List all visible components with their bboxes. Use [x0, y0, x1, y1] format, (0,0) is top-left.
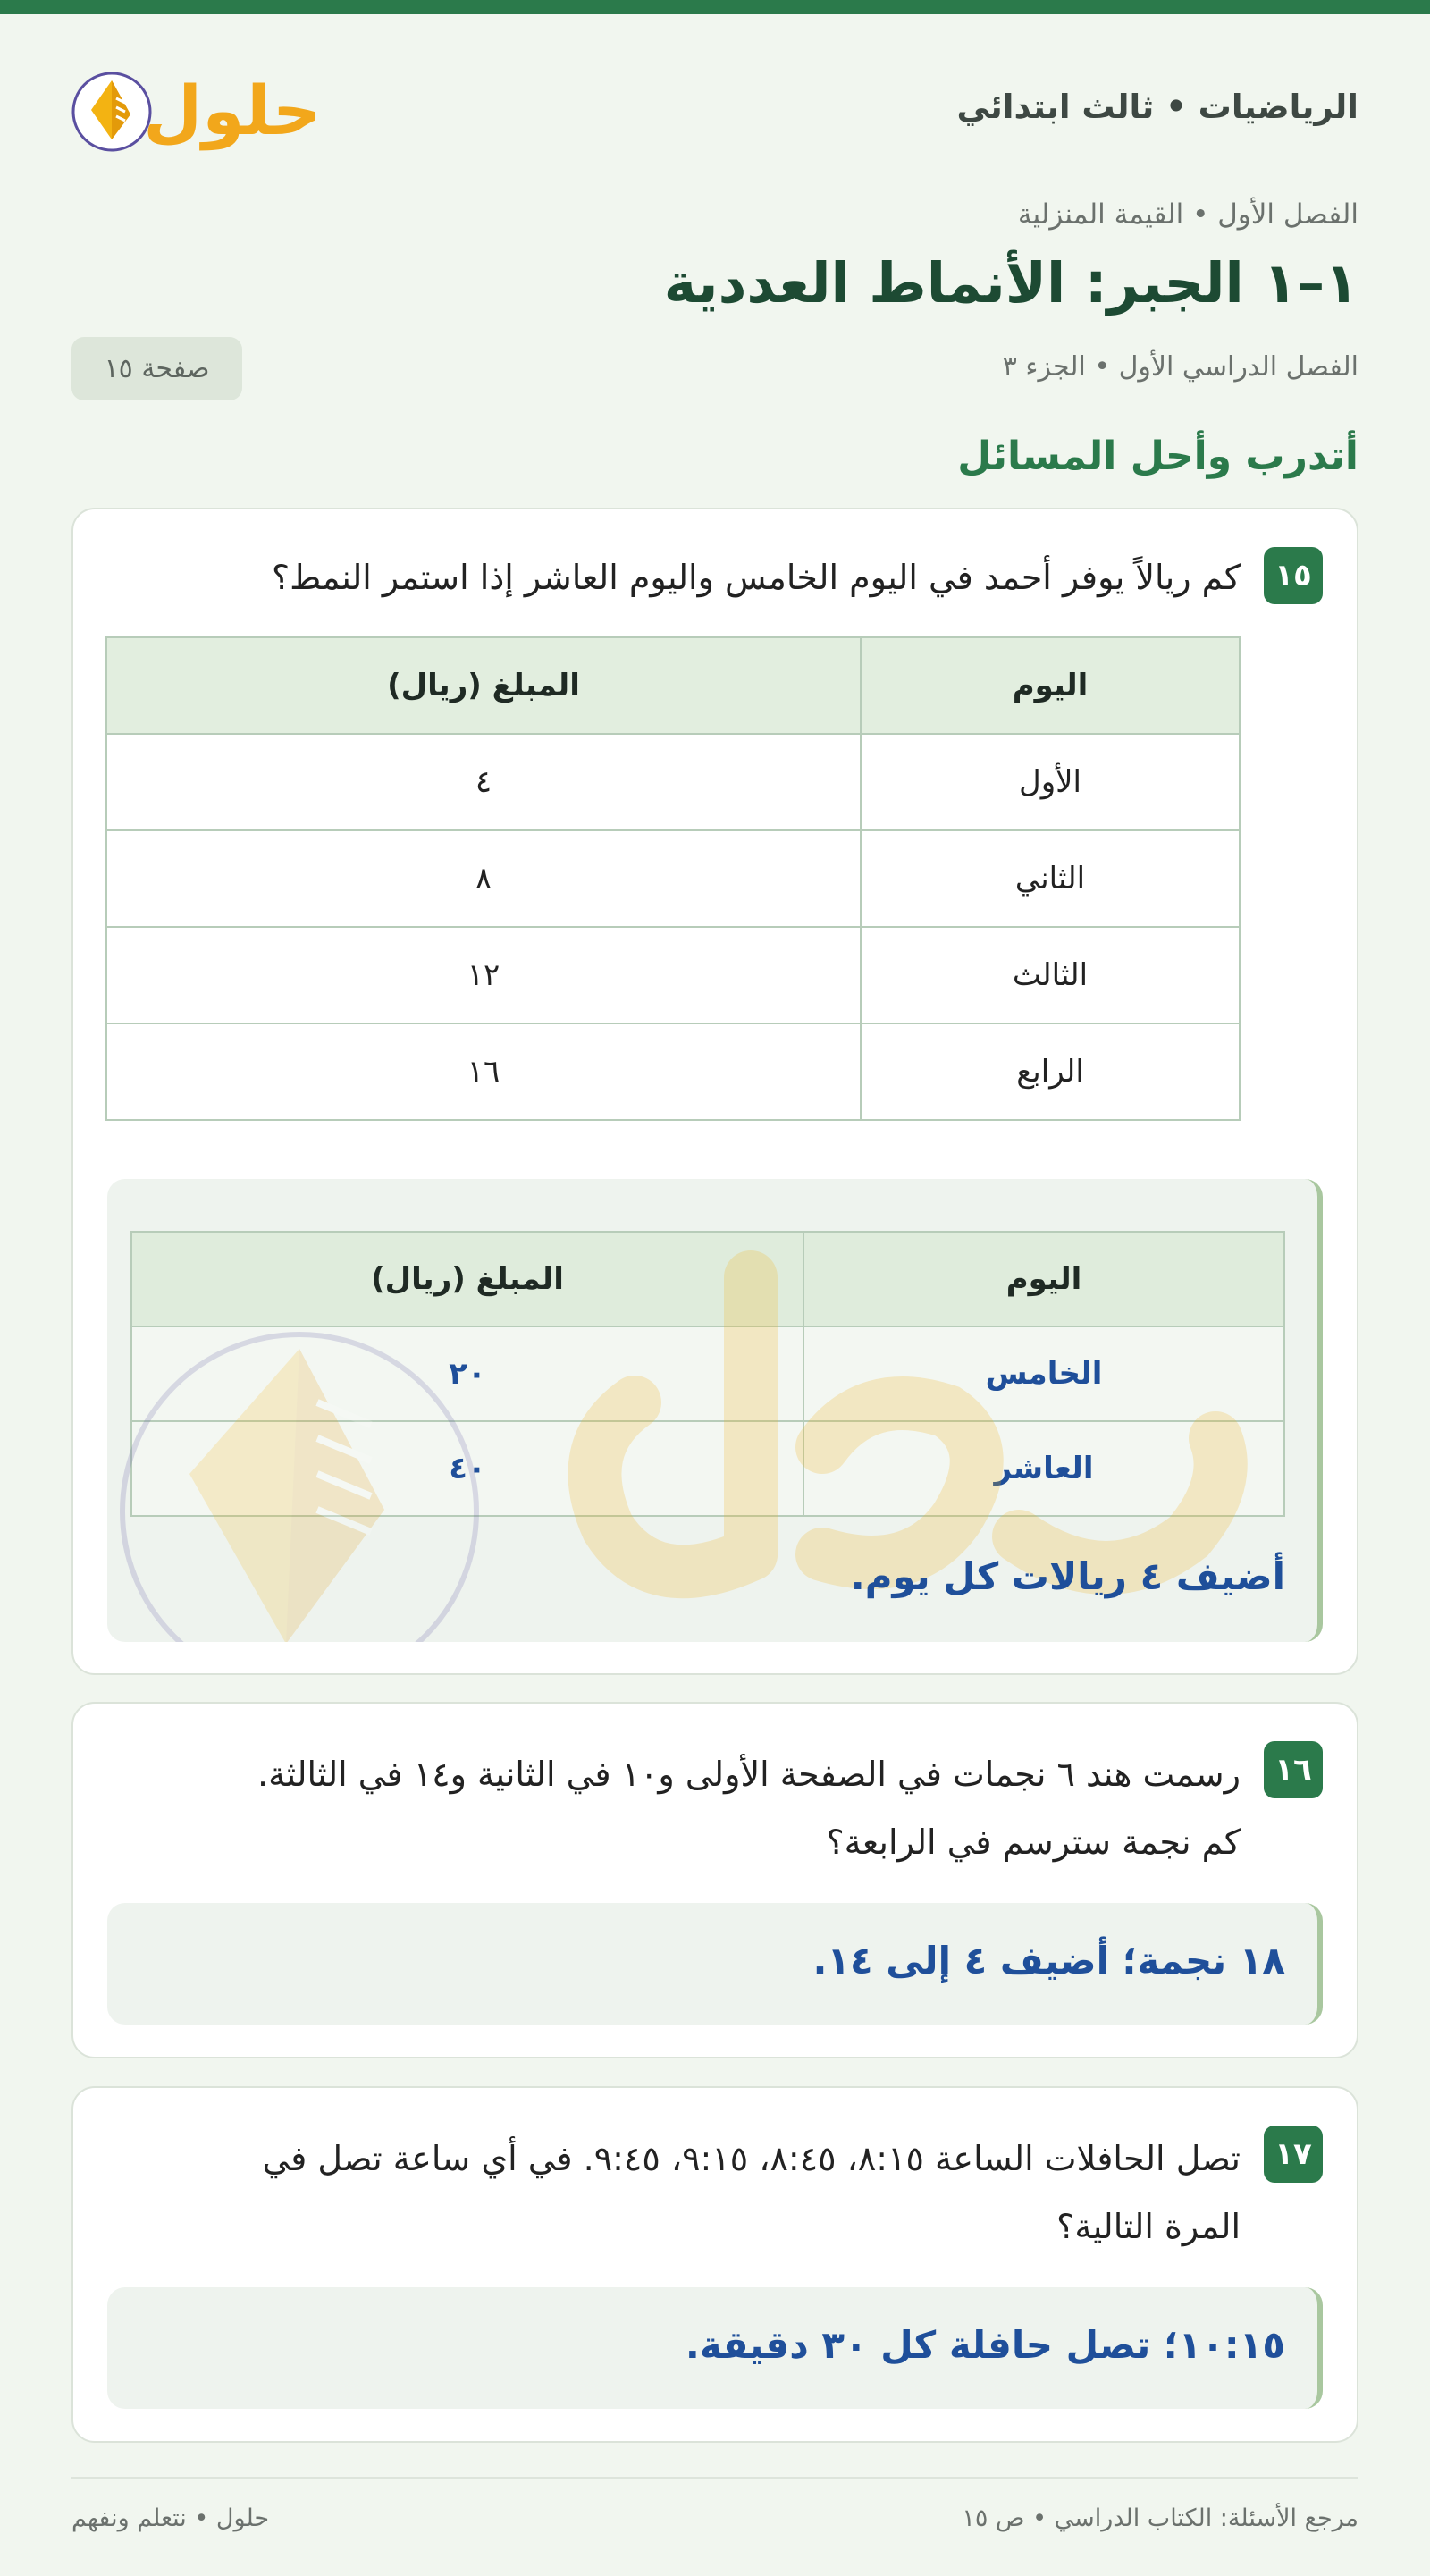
question-text-line-1: تصل الحافلات الساعة ٨:١٥، ٨:٤٥، ٩:١٥، ٩:٤٥. في أي ساعة تصل في [262, 2139, 1241, 2178]
table-cell: ٢٠ [131, 1326, 803, 1421]
answer-text: أضيف ٤ ريالات كل يوم. [850, 1554, 1285, 1598]
answer-text: ١٠:١٥؛ تصل حافلة كل ٣٠ دقيقة. [685, 2323, 1285, 2367]
answer-box [107, 1179, 1323, 1642]
section-title: أتدرب وأحل المسائل [957, 434, 1358, 479]
page-title: ١–١ الجبر: الأنماط العددية [663, 250, 1358, 316]
table-cell: ١٦ [106, 1023, 861, 1120]
question-text: كم ريالاً يوفر أحمد في اليوم الخامس واليوم العاشر إذا استمر النمط؟ [272, 558, 1241, 597]
subject-label: الرياضيات • ثالث ابتدائي [956, 88, 1358, 126]
table-row [106, 927, 1240, 1023]
question-number: ١٧ [1264, 2126, 1323, 2183]
page-number-badge: صفحة ١٥ [72, 337, 242, 400]
footer-brand: حلول • نتعلم ونفهم [72, 2504, 270, 2532]
table-cell: ٨ [106, 830, 861, 927]
answer-box [107, 1903, 1323, 2025]
table-cell: ٤٠ [131, 1421, 803, 1516]
logo-wordmark: حلول [143, 71, 322, 150]
question-card-15 [72, 508, 1358, 1675]
breadcrumb: الفصل الأول • القيمة المنزلية [1017, 198, 1358, 231]
table-header: المبلغ (ريال) [131, 1232, 803, 1326]
table-header: المبلغ (ريال) [106, 637, 861, 734]
page-header [72, 61, 1358, 159]
table-header: اليوم [861, 637, 1240, 734]
table-cell: الثاني [861, 830, 1240, 927]
footer-divider [72, 2477, 1358, 2479]
table-cell: ١٢ [106, 927, 861, 1023]
semester-meta: الفصل الدراسي الأول • الجزء ٣ [1002, 351, 1358, 383]
question-text-line-1: رسمت هند ٦ نجمات في الصفحة الأولى و١٠ في الثانية و١٤ في الثالثة. [257, 1755, 1241, 1794]
answer-text: ١٨ نجمة؛ أضيف ٤ إلى ١٤. [812, 1939, 1285, 1983]
pattern-table [105, 636, 1241, 1121]
question-text-line-2: كم نجمة سترسم في الرابعة؟ [826, 1823, 1241, 1862]
question-card-17 [72, 2086, 1358, 2443]
table-cell: ٤ [106, 734, 861, 830]
table-row [106, 830, 1240, 927]
table-row [106, 1023, 1240, 1120]
question-card-16 [72, 1702, 1358, 2058]
footer-reference: مرجع الأسئلة: الكتاب الدراسي • ص ١٥ [962, 2504, 1358, 2532]
table-cell: العاشر [803, 1421, 1284, 1516]
question-number: ١٥ [1264, 547, 1323, 604]
hulul-logo [72, 61, 331, 159]
table-cell: الرابع [861, 1023, 1240, 1120]
question-text-line-2: المرة التالية؟ [1056, 2207, 1241, 2246]
table-cell: الخامس [803, 1326, 1284, 1421]
question-number: ١٦ [1264, 1741, 1323, 1798]
table-row [131, 1421, 1284, 1516]
table-header: اليوم [803, 1232, 1284, 1326]
answer-box [107, 2287, 1323, 2409]
answer-table [130, 1231, 1285, 1517]
table-cell: الثالث [861, 927, 1240, 1023]
table-row [106, 734, 1240, 830]
top-accent-bar [0, 0, 1430, 14]
table-row [131, 1326, 1284, 1421]
table-cell: الأول [861, 734, 1240, 830]
